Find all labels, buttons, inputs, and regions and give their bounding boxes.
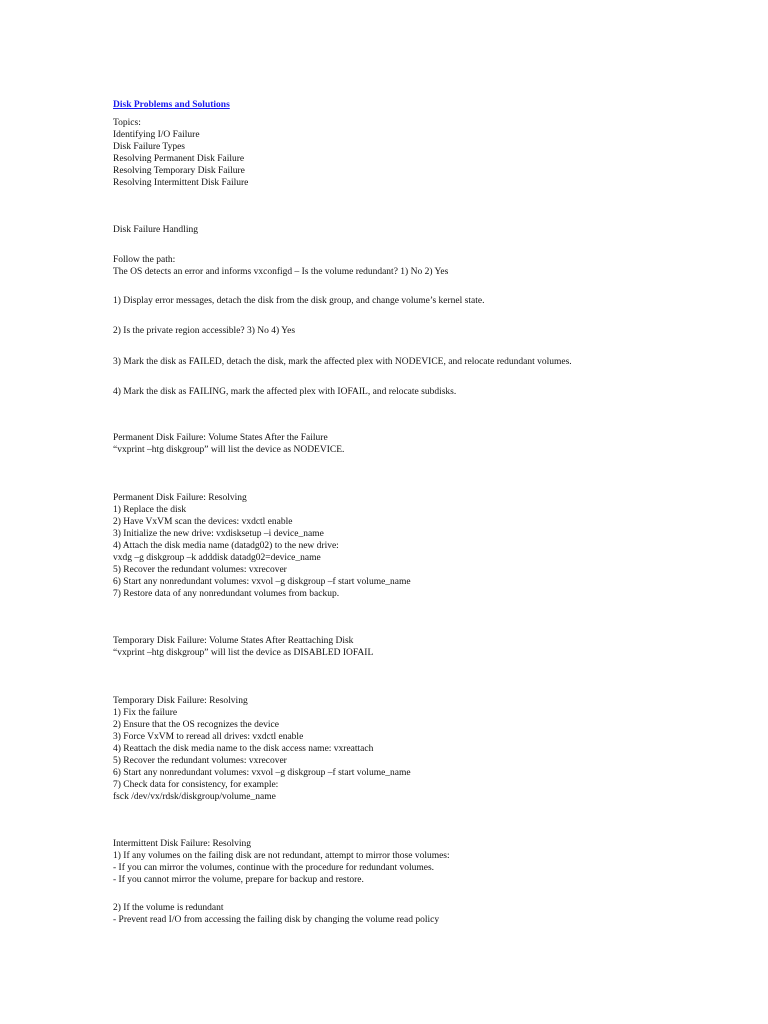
handling-step: 2) Is the private region accessible? 3) No 4) Yes (113, 326, 296, 336)
step-line: 5) Recover the redundant volumes: vxrecover (113, 756, 287, 766)
handling-step: 3) Mark the disk as FAILED, detach the disk, mark the affected plex with NODEVICE, and relocate redundant volumes. (113, 357, 572, 367)
step-line: 3) Initialize the new drive: vxdisksetup –i device_name (113, 529, 324, 539)
step-line: - If you cannot mirror the volume, prepare for backup and restore. (113, 875, 364, 885)
step-line: 4) Reattach the disk media name to the disk access name: vxreattach (113, 744, 374, 754)
section-line: “vxprint –htg diskgroup” will list the device as DISABLED IOFAIL (113, 648, 374, 658)
section-heading: Temporary Disk Failure: Resolving (113, 696, 248, 706)
step-line: 6) Start any nonredundant volumes: vxvol –g diskgroup –f start volume_name (113, 768, 411, 778)
section-heading: Permanent Disk Failure: Resolving (113, 493, 247, 503)
path-line: The OS detects an error and informs vxconfigd – Is the volume redundant? 1) No 2) Yes (113, 267, 449, 277)
step-line: 2) Have VxVM scan the devices: vxdctl enable (113, 517, 293, 527)
topics-heading: Topics: (113, 118, 141, 128)
step-line: vxdg –g diskgroup –k adddisk datadg02=device_name (113, 553, 321, 563)
step-line: 1) Fix the failure (113, 708, 178, 718)
topic-item: Resolving Temporary Disk Failure (113, 166, 245, 176)
step-line: 7) Check data for consistency, for example: (113, 780, 279, 790)
step-line: 1) Replace the disk (113, 505, 187, 515)
section-heading: Permanent Disk Failure: Volume States After the Failure (113, 433, 328, 443)
topic-item: Identifying I/O Failure (113, 130, 200, 140)
step-line: 1) If any volumes on the failing disk are not redundant, attempt to mirror those volumes: (113, 851, 450, 861)
step-line: fsck /dev/vx/rdsk/diskgroup/volume_name (113, 792, 276, 802)
step-line: 3) Force VxVM to reread all drives: vxdctl enable (113, 732, 304, 742)
step-line: 2) Ensure that the OS recognizes the device (113, 720, 279, 730)
section-heading: Disk Failure Handling (113, 225, 198, 235)
step-line: 5) Recover the redundant volumes: vxrecover (113, 565, 287, 575)
topic-item: Resolving Permanent Disk Failure (113, 154, 245, 164)
step-line: 2) If the volume is redundant (113, 903, 224, 913)
path-label: Follow the path: (113, 255, 176, 265)
document-title-link[interactable]: Disk Problems and Solutions (113, 100, 230, 110)
topic-item: Disk Failure Types (113, 142, 185, 152)
section-heading: Intermittent Disk Failure: Resolving (113, 839, 251, 849)
step-line: 7) Restore data of any nonredundant volumes from backup. (113, 589, 340, 599)
step-line: - If you can mirror the volumes, continue with the procedure for redundant volumes. (113, 863, 435, 873)
handling-step: 4) Mark the disk as FAILING, mark the affected plex with IOFAIL, and relocate subdisks. (113, 387, 457, 397)
step-line: - Prevent read I/O from accessing the failing disk by changing the volume read policy (113, 915, 440, 925)
section-heading: Temporary Disk Failure: Volume States After Reattaching Disk (113, 636, 354, 646)
section-line: “vxprint –htg diskgroup” will list the device as NODEVICE. (113, 445, 345, 455)
handling-step: 1) Display error messages, detach the disk from the disk group, and change volume’s kernel state. (113, 296, 485, 306)
step-line: 6) Start any nonredundant volumes: vxvol –g diskgroup –f start volume_name (113, 577, 411, 587)
topic-item: Resolving Intermittent Disk Failure (113, 178, 249, 188)
step-line: 4) Attach the disk media name (datadg02) to the new drive: (113, 541, 339, 551)
